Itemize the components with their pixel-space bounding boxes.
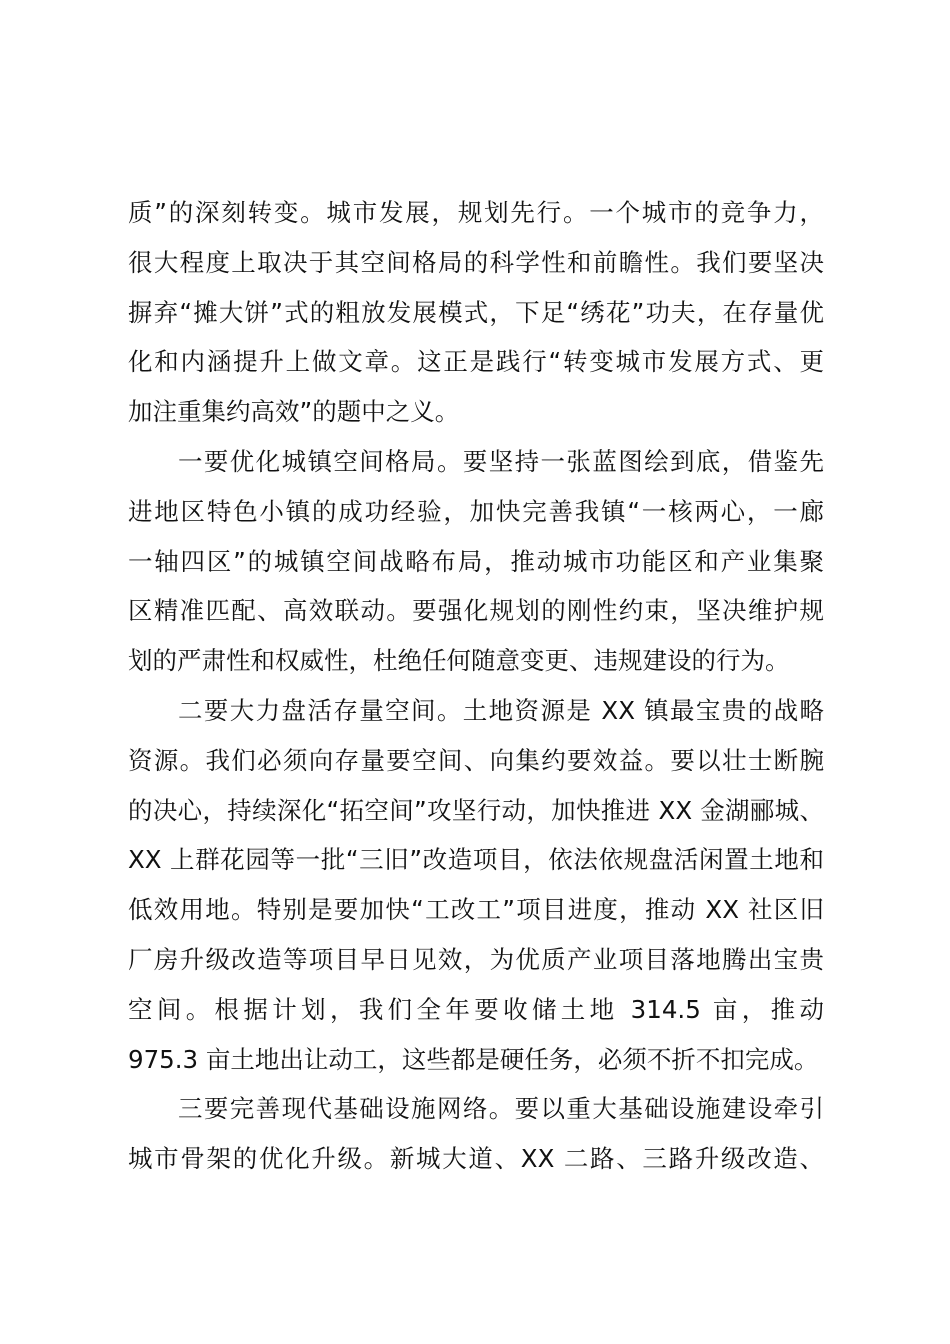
text-line: 很大程度上取决于其空间格局的科学性和前瞻性。我们要坚决 [128,247,824,277]
text-line: 低效用地。特别是要加快“工改工”项目进度，推动 XX 社区旧 [128,895,824,925]
text-line: 质”的深刻转变。城市发展，规划先行。一个城市的竞争力， [128,198,824,227]
text-line: 化和内涵提升上做文章。这正是践行“转变城市发展方式、更 [128,347,824,377]
text-line: 的决心，持续深化“拓空间”攻坚行动，加快推进 XX 金湖郦城、 [128,795,824,825]
text-line: 975.3 亩土地出让动工，这些都是硬任务，必须不折不扣完成。 [128,1044,819,1074]
text-line: 厂房升级改造等项目早日见效，为优质产业项目落地腾出宝贵 [128,944,824,974]
text-line: 区精准匹配、高效联动。要强化规划的刚性约束，坚决维护规 [128,596,824,626]
text-line: 加注重集约高效”的题中之义。 [128,397,460,427]
text-line: XX 上群花园等一批“三旧”改造项目，依法依规盘活闲置土地和 [128,845,824,875]
paragraph [128,437,824,686]
text-line: 摒弃“摊大饼”式的粗放发展模式，下足“绣花”功夫，在存量优 [128,297,824,327]
text-line: 进地区特色小镇的成功经验，加快完善我镇“一核两心，一廊 [128,496,824,526]
text-line: 一要优化城镇空间格局。要坚持一张蓝图绘到底，借鉴先 [178,446,824,476]
text-line: 空间。根据计划，我们全年要收储土地 314.5 亩，推动 [128,994,824,1024]
text-line: 划的严肃性和权威性，杜绝任何随意变更、违规建设的行为。 [128,646,790,676]
paragraph [128,188,824,437]
paragraph [128,686,824,1084]
text-line: 城市骨架的优化升级。新城大道、XX 二路、三路升级改造、 [128,1144,824,1174]
text-line: 三要完善现代基础设施网络。要以重大基础设施建设牵引 [178,1094,824,1124]
document-page [128,188,824,1184]
text-line: 资源。我们必须向存量要空间、向集约要效益。要以壮士断腕 [128,745,824,775]
text-line: 一轴四区”的城镇空间战略布局，推动城市功能区和产业集聚 [128,546,824,576]
text-line: 二要大力盘活存量空间。土地资源是 XX 镇最宝贵的战略 [178,695,824,725]
paragraph [128,1084,824,1184]
